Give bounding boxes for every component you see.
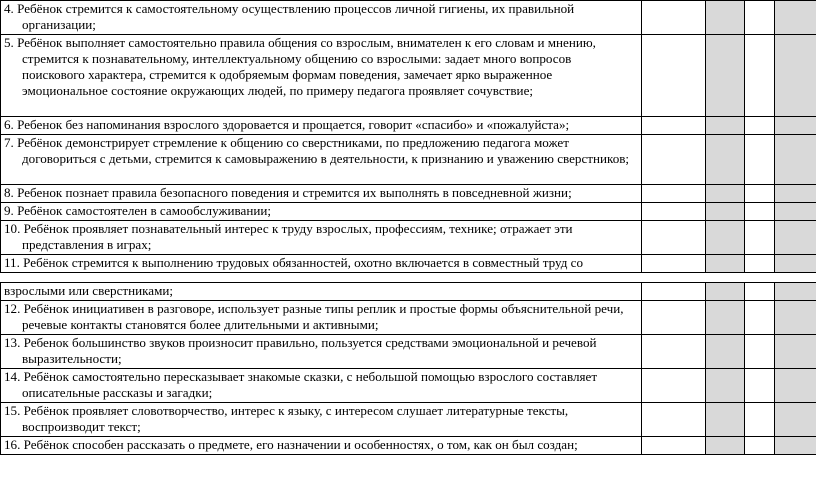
table-row [1,35,816,117]
score-cell[interactable] [745,301,775,335]
score-cell[interactable] [745,135,775,185]
criterion-cell [1,369,642,403]
table-row [1,335,816,369]
score-cell[interactable] [745,255,775,273]
score-cell[interactable] [642,203,706,221]
score-cell[interactable] [642,369,706,403]
score-cell[interactable] [642,403,706,437]
score-cell[interactable] [706,221,745,255]
score-cell[interactable] [642,335,706,369]
score-cell[interactable] [745,335,775,369]
criterion-text: 8. Ребенок познает правила безопасного поведения и стремится их выполнять в повседневной жизни; [4,185,572,200]
score-cell[interactable] [642,135,706,185]
criterion-text: 4. Ребёнок стремится к самостоятельному осуществлению процессов личной гигиены, их правильной организации; [4,1,575,32]
table-row [1,255,816,273]
criterion-text: 14. Ребёнок самостоятельно пересказывает знакомые сказки, с небольшой помощью взрослого составляет описательные рассказы и загадки; [4,369,598,400]
score-cell[interactable] [706,283,745,301]
criterion-text: 13. Ребенок большинство звуков произносит правильно, пользуется средствами эмоциональной и речевой выразительности; [4,335,597,366]
score-cell[interactable] [745,437,775,455]
table-row [1,185,816,203]
score-cell[interactable] [706,437,745,455]
criterion-cell [1,403,642,437]
score-cell[interactable] [706,369,745,403]
criterion-cell [1,185,642,203]
table-row [1,301,816,335]
criterion-cell [1,255,642,273]
score-cell[interactable] [642,1,706,35]
criterion-text: 5. Ребёнок выполняет самостоятельно правила общения со взрослым, внимателен к его словам и мнению, стремится к познавательному, интеллектуальному общению со взрослыми: задает много вопросов поискового характера, стремится к одобряемым формам поведения, замечает ярко выраженное эмоциональное состояние окружающих людей, по примеру педагога проявляет сочувствие; [4,35,596,98]
score-cell[interactable] [775,301,816,335]
score-cell[interactable] [745,35,775,117]
criterion-cell [1,135,642,185]
score-cell[interactable] [745,283,775,301]
criterion-text: 6. Ребенок без напоминания взрослого здоровается и прощается, говорит «спасибо» и «пожалуйста»; [4,117,570,132]
score-cell[interactable] [775,403,816,437]
score-cell[interactable] [775,185,816,203]
table-row [1,1,816,35]
score-cell[interactable] [745,1,775,35]
score-cell[interactable] [745,185,775,203]
criterion-cell [1,335,642,369]
table-row [1,135,816,185]
score-cell[interactable] [642,117,706,135]
table-row [1,369,816,403]
table-row [1,437,816,455]
score-cell[interactable] [775,335,816,369]
score-cell[interactable] [706,255,745,273]
score-cell[interactable] [706,35,745,117]
score-cell[interactable] [745,403,775,437]
score-cell[interactable] [706,185,745,203]
criterion-cell [1,301,642,335]
criterion-cell [1,1,642,35]
score-cell[interactable] [642,35,706,117]
score-cell[interactable] [706,1,745,35]
score-cell[interactable] [775,369,816,403]
score-cell[interactable] [745,203,775,221]
score-cell[interactable] [706,301,745,335]
criterion-text: 11. Ребёнок стремится к выполнению трудовых обязанностей, охотно включается в совместный труд со [4,255,583,270]
criterion-cell [1,283,642,301]
score-cell[interactable] [642,283,706,301]
criterion-cell [1,221,642,255]
score-cell[interactable] [642,221,706,255]
criterion-text: 10. Ребёнок проявляет познавательный интерес к труду взрослых, профессиям, технике; отражает эти представления в играх; [4,221,573,252]
criterion-cell [1,117,642,135]
criterion-text: 7. Ребёнок демонстрирует стремление к общению со сверстниками, по предложению педагога может договориться с детьми, стремится к самовыражению в деятельности, к признанию и уважению сверстников; [4,135,630,166]
score-cell[interactable] [775,203,816,221]
criterion-cell [1,437,642,455]
criterion-text: 16. Ребёнок способен рассказать о предмете, его назначении и особенностях, о том, как он был создан; [4,437,578,452]
criteria-table-bottom [0,282,816,455]
score-cell[interactable] [775,255,816,273]
score-cell[interactable] [775,221,816,255]
criterion-cell [1,35,642,117]
score-cell[interactable] [745,369,775,403]
score-cell[interactable] [775,283,816,301]
score-cell[interactable] [706,117,745,135]
score-cell[interactable] [642,185,706,203]
criterion-text: 9. Ребёнок самостоятелен в самообслуживании; [4,203,271,218]
criterion-cell [1,203,642,221]
score-cell[interactable] [706,403,745,437]
table-row [1,203,816,221]
table-row [1,283,816,301]
criterion-text: взрослыми или сверстниками; [4,283,174,298]
table-row [1,117,816,135]
score-cell[interactable] [775,135,816,185]
score-cell[interactable] [745,221,775,255]
score-cell[interactable] [745,117,775,135]
score-cell[interactable] [706,335,745,369]
table-row [1,403,816,437]
score-cell[interactable] [775,437,816,455]
score-cell[interactable] [775,117,816,135]
score-cell[interactable] [642,255,706,273]
score-cell[interactable] [642,301,706,335]
score-cell[interactable] [706,135,745,185]
score-cell[interactable] [706,203,745,221]
score-cell[interactable] [775,35,816,117]
criterion-text: 15. Ребёнок проявляет словотворчество, интерес к языку, с интересом слушает литературные тексты, воспроизводит текст; [4,403,569,434]
score-cell[interactable] [775,1,816,35]
criterion-text: 12. Ребёнок инициативен в разговоре, использует разные типы реплик и простые формы объяснительной речи, речевые контакты становятся более длительными и активными; [4,301,624,332]
table-row [1,221,816,255]
score-cell[interactable] [642,437,706,455]
